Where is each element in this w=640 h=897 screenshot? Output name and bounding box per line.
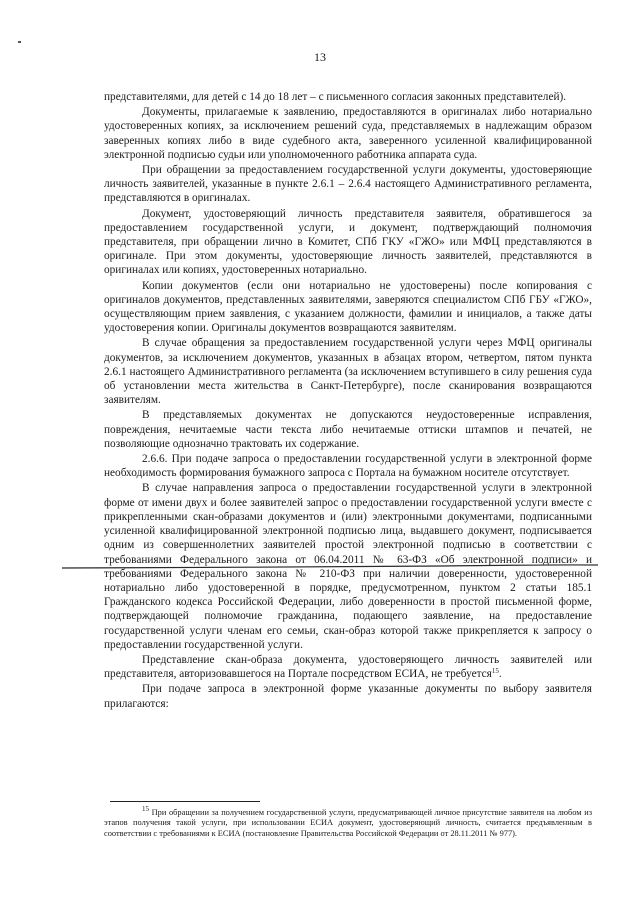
footnote-paragraph [104,805,593,839]
paragraph-6: В случае обращения за предоставлением государственной услуги через МФЦ оригиналы документов, за исключением документов, указанных в абзацах втором, четвертом, пятом пункта 2.6.1 настоящего Административного регламента (за исключением вступившего в силу решения суда об установлении места жительства в Санкт-Петербурге), после сканирования возвращаются заявителям. [104,337,592,407]
footnote-number: 15 [142,805,149,813]
main-text [104,90,592,712]
paragraph-9: В случае направления запроса о предоставлении государственной услуги в электронной форме от имени двух и более заявителей запрос о предоставлении государственной услуги вместе с прикрепленными скан-образами документов и (или) электронными документами, подписанными усиленной квалифицированной электронной подписью лица, выдавшего документ, подписывается одним из совершеннолетних заявителей простой электронной подписью в соответствии с требованиями Федерального закона от 06.04.2011 № 63-ФЗ «Об электронной подписи» и требованиями Федерального закона № 210-ФЗ при наличии доверенности, удостоверенной нотариально либо удостоверенной в порядке, предусмотренном, пунктом 2 статьи 185.1 Гражданского кодекса Российской Федерации, либо доверенности в простой письменной форме, подтверждающей полномочие гражданина, подающего заявление, на предоставление государственной услуги членам его семьи, скан-образ которой также прикрепляется к запросу о предоставлении государственной услуги. [104,482,592,651]
paragraph-10: Представление скан-образа документа, удостоверяющего личность заявителей или представителя, авторизовавшегося на Портале посредством ЕСИА, не требуется$^{15}$. [104,653,592,681]
paragraph-11: При подаче запроса в электронной форме указанные документы по выбору заявителя прилагаются: [104,683,592,710]
paragraph-3: При обращении за предоставлением государственной услуги документы, удостоверяющие личность заявителей, указанные в пункте 2.6.1 – 2.6.4 настоящего Административного регламента, представляются в оригиналах. [104,164,592,205]
pen-stroke-mark [62,564,598,570]
footnote-text: При обращении за получением государственной услуги, предусматривающей личное присутствие заявителя на любом из этапов получения такой услуги, при использовании ЕСИА документ, удостоверяющий личность, считается предъявленным в соответствии с требованиями к ЕСИА (постановление Правительства Российской Федерации от 28.11.2011 № 977). [104,808,593,838]
footnote-reference: 15 [491,667,499,676]
paragraph-1: представителями, для детей с 14 до 18 лет – с письменного согласия законных представителей). [104,91,567,103]
paragraph-2: Документы, прилагаемые к заявлению, предоставляются в оригиналах либо нотариально удостоверенных копиях, за исключением решений суда, представляемых в надлежащим образом заверенных копиях либо в виде судебного акта, заверенного усиленной квалифицированной электронной подписью судьи или уполномоченного работника аппарата суда. [104,106,592,161]
paragraph-8: 2.6.6. При подаче запроса о предоставлении государственной услуги в электронной форме необходимость формирования бумажного запроса с Портала на бумажном носителе отсутствует. [104,453,592,480]
paragraph-7: В представляемых документах не допускаются неудостоверенные исправления, повреждения, нечитаемые части текста либо нечитаемые оттиски штампов и печатей, не позволяющие однозначно трактовать их содержание. [104,409,592,450]
paragraph-4: Документ, удостоверяющий личность представителя заявителя, обратившегося за предоставлением государственной услуги, и документ, подтверждающий полномочия представителя, при обращении лично в Комитет, СПб ГКУ «ГЖО» или МФЦ представляются в оригинале. При этом документы, удостоверяющие личность заявителей, представляются в оригиналах или копиях, удостоверенных нотариально. [104,207,592,277]
page-number: 13 [314,50,326,64]
footnote-separator [110,801,260,802]
scan-speck [18,41,21,43]
footnote [104,805,593,839]
paragraph-5: Копии документов (если они нотариально не удостоверены) после копирования с оригиналов документов, представленных заявителями, заверяются специалистом СПб ГБУ «ГЖО», осуществляющим прием заявления, с указанием должности, фамилии и инициалов, а также даты удостоверения копии. Оригиналы документов возвращаются заявителям. [104,279,592,335]
paragraph-10-text: Представление скан-образа документа, удостоверяющего личность заявителей или представителя, авторизовавшегося на Портале посредством ЕСИА, не требуется [104,653,592,681]
